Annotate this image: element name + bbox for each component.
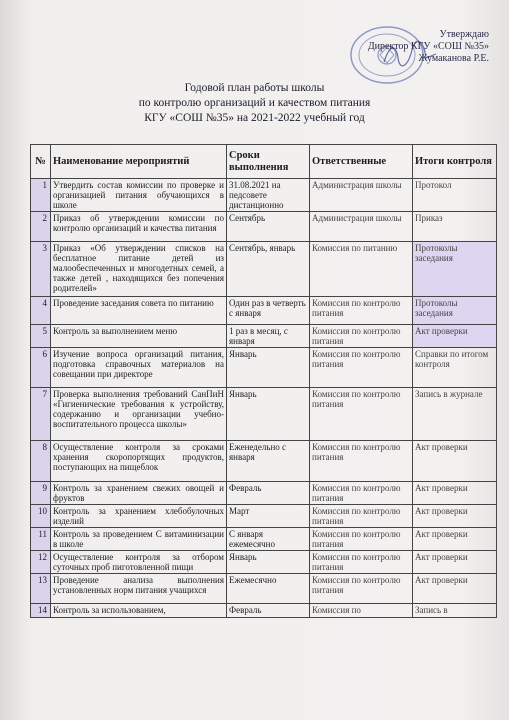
table-row (31, 604, 497, 618)
table-row (31, 388, 497, 441)
cell-deadline: 1 раз в месяц, с января (227, 325, 310, 348)
cell-deadline: Сентябрь (227, 212, 310, 242)
cell-responsible: Комиссия по контролю питания (310, 388, 413, 441)
cell-responsible: Комиссия по контролю питания (310, 528, 413, 551)
cell-deadline: Февраль (227, 482, 310, 505)
table-row (31, 505, 497, 528)
cell-deadline: Январь (227, 388, 310, 441)
cell-number: 6 (31, 348, 51, 388)
cell-responsible: Администрация школы (310, 179, 413, 212)
header-name: Наименование мероприятий (51, 145, 227, 179)
header-number: № (31, 145, 51, 179)
header-result: Итоги контроля (413, 145, 497, 179)
table-row (31, 482, 497, 505)
cell-name: Приказ об утверждении комиссии по контролю организаций и качества питания (51, 212, 227, 242)
cell-number: 8 (31, 441, 51, 482)
cell-responsible: Администрация школы (310, 212, 413, 242)
header-responsible: Ответственные (310, 145, 413, 179)
cell-responsible: Комиссия по контролю питания (310, 505, 413, 528)
cell-name: Осуществление контроля за сроками хранения скоропортящих продуктов, поступающих на пищеблок (51, 441, 227, 482)
cell-name: Утвердить состав комиссии по проверке и организацией питания обучающихся в школе (51, 179, 227, 212)
approval-line-2: Директор КГУ «СОШ №35» (367, 41, 489, 52)
cell-result: Акт проверки (413, 528, 497, 551)
cell-number: 11 (31, 528, 51, 551)
cell-result: Справки по итогом контроля (413, 348, 497, 388)
cell-deadline: Один раз в четверть с января (227, 297, 310, 325)
cell-name: Проведение заседания совета по питанию (51, 297, 227, 325)
cell-result: Акт проверки (413, 482, 497, 505)
table-row (31, 551, 497, 574)
cell-number: 14 (31, 604, 51, 618)
table-row (31, 574, 497, 604)
cell-number: 5 (31, 325, 51, 348)
cell-result: Приказ (413, 212, 497, 242)
cell-result: Акт проверки (413, 551, 497, 574)
table-row (31, 348, 497, 388)
cell-deadline: Февраль (227, 604, 310, 618)
cell-result: Протокол (413, 179, 497, 212)
cell-deadline: С января ежемесячно (227, 528, 310, 551)
cell-result: Запись в (413, 604, 497, 618)
cell-name: Приказ «Об утверждении списков на бесплатное питание детей из малообеспеченных и многодетных семей, а также детей , находящихся без попечения родителей» (51, 242, 227, 297)
title-line-1: Годовой план работы школы (184, 82, 325, 94)
cell-name: Контроль за использованием, (51, 604, 227, 618)
table-body (31, 179, 497, 618)
cell-deadline: Январь (227, 348, 310, 388)
cell-name: Проведение анализа выполнения установленных норм питания учащихся (51, 574, 227, 604)
cell-deadline: Ежемесячно (227, 574, 310, 604)
cell-name: Изучение вопроса организаций питания, подготовка справочных материалов на совещании при директоре (51, 348, 227, 388)
cell-name: Контроль за выполнением меню (51, 325, 227, 348)
cell-name: Проверка выполнения требований СанПиН «Гигиенические требования к устройству, содержанию и организации учебно-воспитательного процесса школы» (51, 388, 227, 441)
cell-responsible: Комиссия по контролю питания (310, 574, 413, 604)
header-deadline: Сроки выполнения (227, 145, 310, 179)
cell-deadline: Еженедельно с января (227, 441, 310, 482)
cell-number: 4 (31, 297, 51, 325)
cell-responsible: Комиссия по контролю питания (310, 348, 413, 388)
cell-result: Акт проверки (413, 505, 497, 528)
cell-deadline: Сентябрь, январь (227, 242, 310, 297)
cell-result: Акт проверки (413, 441, 497, 482)
table-row (31, 441, 497, 482)
cell-number: 3 (31, 242, 51, 297)
table-row (31, 528, 497, 551)
cell-number: 13 (31, 574, 51, 604)
cell-result: Запись в журнале (413, 388, 497, 441)
cell-number: 12 (31, 551, 51, 574)
plan-table (30, 144, 497, 618)
cell-result: Акт проверки (413, 574, 497, 604)
cell-name: Контроль за хранением хлебобулочных изделий (51, 505, 227, 528)
approval-line-3: Жумаканова Р.Е. (418, 53, 489, 64)
cell-number: 10 (31, 505, 51, 528)
table-row (31, 297, 497, 325)
table-row (31, 179, 497, 212)
title-line-2: по контролю организаций и качеством питания (138, 97, 371, 109)
cell-responsible: Комиссия по контролю питания (310, 325, 413, 348)
cell-result: Акт проверки (413, 325, 497, 348)
approval-block (339, 29, 489, 65)
cell-responsible: Комиссия по контролю питания (310, 482, 413, 505)
cell-responsible: Комиссия по контролю питания (310, 551, 413, 574)
cell-result: Протоколы заседания (413, 242, 497, 297)
table-header-row (31, 145, 497, 179)
cell-responsible: Комиссия по (310, 604, 413, 618)
cell-name: Контроль за проведением С витаминизации в школе (51, 528, 227, 551)
cell-result: Протоколы заседания (413, 297, 497, 325)
table-row (31, 212, 497, 242)
cell-name: Осуществление контроля за отбором суточных проб пиготовленной пищи (51, 551, 227, 574)
approval-line-1: Утверждаю (439, 29, 489, 40)
cell-number: 1 (31, 179, 51, 212)
cell-number: 9 (31, 482, 51, 505)
cell-responsible: Комиссия по питанию (310, 242, 413, 297)
cell-responsible: Комиссия по контролю питания (310, 297, 413, 325)
document-title (0, 81, 509, 126)
table-row (31, 325, 497, 348)
title-line-3: КГУ «СОШ №35» на 2021-2022 учебный год (144, 112, 365, 124)
table-row (31, 242, 497, 297)
cell-number: 2 (31, 212, 51, 242)
cell-number: 7 (31, 388, 51, 441)
cell-deadline: Март (227, 505, 310, 528)
cell-name: Контроль за хранением свежих овощей и фруктов (51, 482, 227, 505)
cell-deadline: Январь (227, 551, 310, 574)
cell-deadline: 31.08.2021 на педсовете дистанционно (227, 179, 310, 212)
cell-responsible: Комиссия по контролю питания (310, 441, 413, 482)
